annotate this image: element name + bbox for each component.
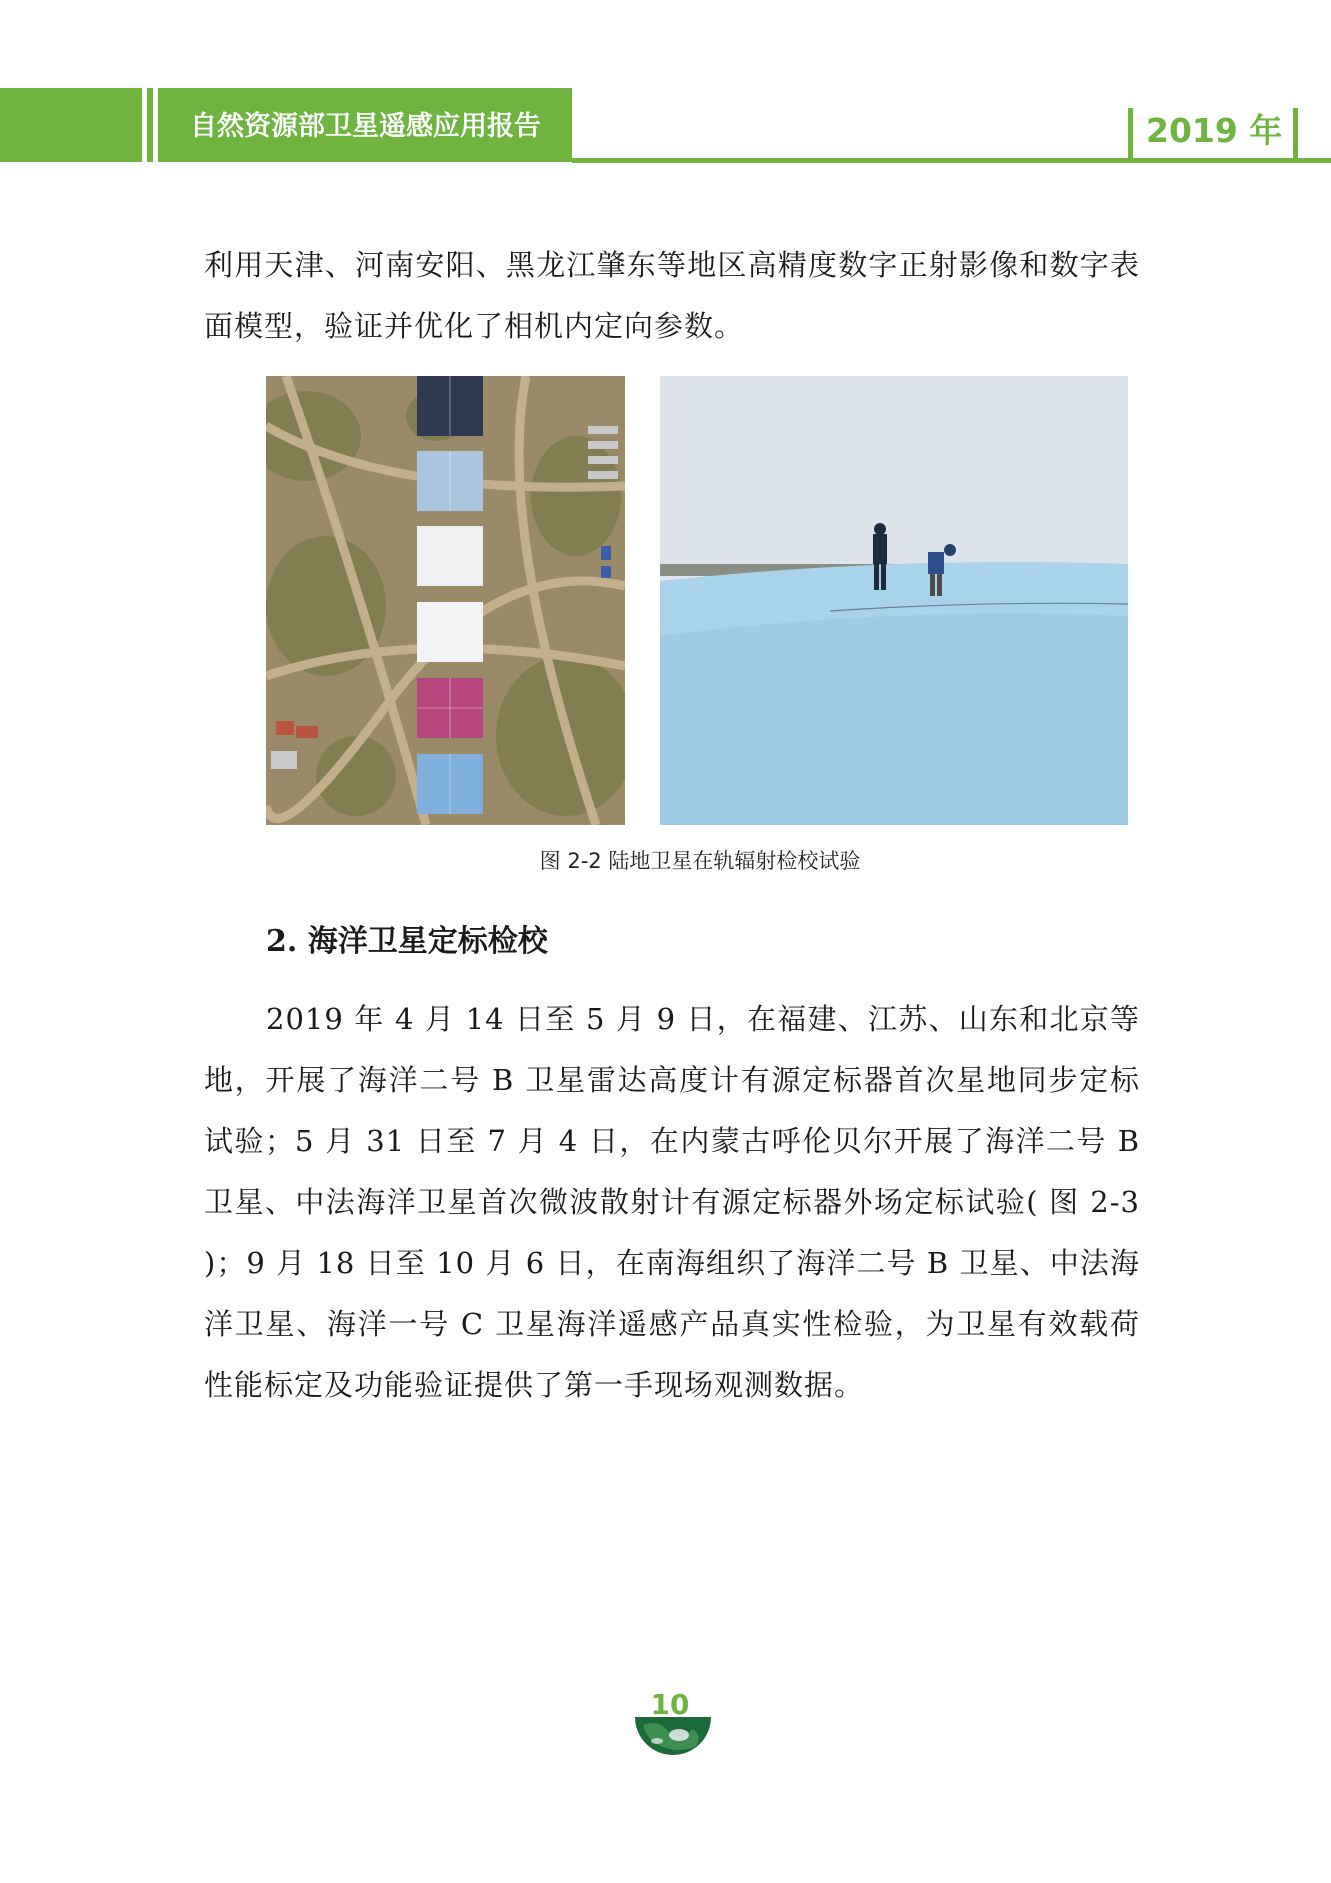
header-year-bar-right <box>1293 108 1298 163</box>
ocean-calibration-paragraph: 2019 年 4 月 14 日至 5 月 9 日，在福建、江苏、山东和北京等地，开展了海洋二号 B 卫星雷达高度计有源定标器首次星地同步定标试验；5 月 31 日至 7 月 4 日，在内蒙古呼伦贝尔开展了海洋二号 B 卫星、中法海洋卫星首次微波散射计有源定标器外场定标试验( 图 2-3 )；9 月 18 日至 10 月 6 日，在南海组织了海洋二号 B 卫星、中法海洋卫星、海洋一号 C 卫星海洋遥感产品真实性检验，为卫星有效载荷性能标定及功能验证提供了第一手现场观测数据。 <box>204 1002 1140 1402</box>
header-divider-stripe <box>153 88 158 162</box>
report-year: 2019 年 <box>1146 111 1283 150</box>
aerial-calibration-photo <box>266 376 625 825</box>
header-rule <box>572 158 1331 163</box>
intro-paragraph: 利用天津、河南安阳、黑龙江肇东等地区高精度数字正射影像和数字表面模型，验证并优化了相机内定向参数。 <box>204 248 1140 343</box>
page-number: 10 <box>650 1688 690 1721</box>
header-divider-stripe <box>142 88 147 162</box>
header-year-bar-left <box>1128 108 1133 163</box>
figure-caption: 图 2-2 陆地卫星在轨辐射检校试验 <box>539 849 861 873</box>
field-calibration-photo <box>660 376 1128 825</box>
globe-icon <box>633 1707 713 1755</box>
section-heading: 2. 海洋卫星定标检校 <box>266 924 548 959</box>
report-title: 自然资源部卫星遥感应用报告 <box>190 111 541 142</box>
